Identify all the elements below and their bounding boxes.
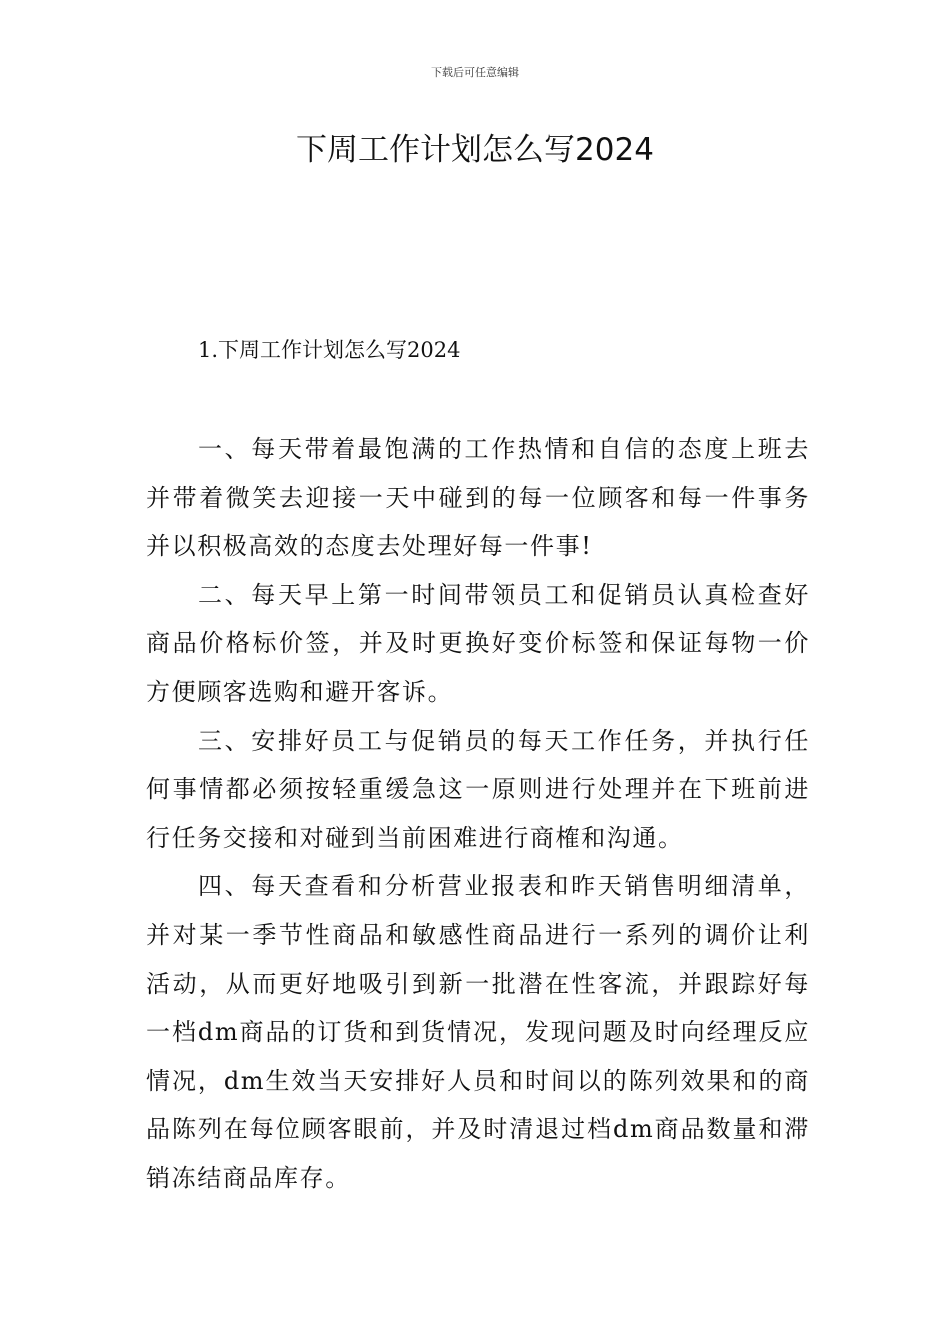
document-title: 下周工作计划怎么写2024	[296, 132, 654, 168]
paragraph-4: 四、每天查看和分析营业报表和昨天销售明细清单，并对某一季节性商品和敏感性商品进行一系列的调价让利活动，从而更好地吸引到新一批潜在性客流，并跟踪好每一档dm商品的订货和到货情况，发现问题及时向经理反应情况，dm生效当天安排好人员和时间以的陈列效果和的商品陈列在每位顾客眼前，并及时清退过档dm商品数量和滞销冻结商品库存。	[146, 872, 810, 1192]
paragraph-2: 二、每天早上第一时间带领员工和促销员认真检查好商品价格标价签，并及时更换好变价标签和保证每物一价方便顾客选购和避开客诉。	[146, 580, 810, 706]
section-heading: 1.下周工作计划怎么写2024	[198, 338, 461, 362]
document-body	[146, 425, 810, 1203]
paragraph-1: 一、每天带着最饱满的工作热情和自信的态度上班去并带着微笑去迎接一天中碰到的每一位顾客和每一件事务并以积极高效的态度去处理好每一件事!	[146, 435, 810, 561]
paragraph-3: 三、安排好员工与促销员的每天工作任务，并执行任何事情都必须按轻重缓急这一原则进行处理并在下班前进行任务交接和对碰到当前困难进行商榷和沟通。	[146, 726, 810, 852]
header-note: 下载后可任意编辑	[431, 66, 519, 79]
